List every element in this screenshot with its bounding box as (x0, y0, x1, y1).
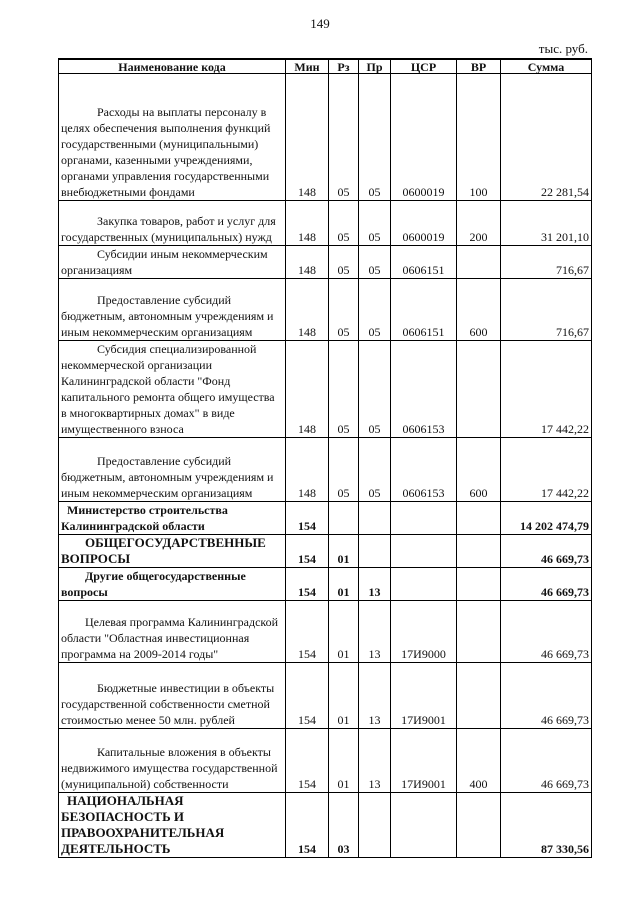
row-pr: 13 (359, 568, 391, 601)
row-rz: 03 (329, 793, 359, 858)
row-name: Закупка товаров, работ и услуг для государственных (муниципальных) нужд (59, 201, 286, 246)
row-name: Бюджетные инвестиции в объекты государственной собственности сметной стоимостью менее 50 млн. рублей (59, 663, 286, 729)
row-min: 154 (286, 663, 329, 729)
table-row (59, 341, 592, 438)
row-min: 154 (286, 601, 329, 663)
row-vr (457, 502, 501, 535)
row-vr: 400 (457, 729, 501, 793)
col-header-pr: Пр (359, 59, 391, 74)
table-row (59, 568, 592, 601)
row-sum: 46 669,73 (501, 601, 592, 663)
table-row (59, 663, 592, 729)
row-vr (457, 663, 501, 729)
row-vr (457, 535, 501, 568)
row-name: Расходы на выплаты персоналу в целях обеспечения выполнения функций государственными (муниципальными) органами, казенными учреждениями, органами управления государственными внебюджетными фондами (59, 74, 286, 201)
row-pr: 13 (359, 663, 391, 729)
row-csr: 17И9001 (391, 663, 457, 729)
col-header-rz: Рз (329, 59, 359, 74)
row-name: Капитальные вложения в объекты недвижимого имущества государственной (муниципальной) собственности (59, 729, 286, 793)
row-csr (391, 568, 457, 601)
row-vr (457, 601, 501, 663)
row-pr: 13 (359, 729, 391, 793)
row-rz: 05 (329, 279, 359, 341)
row-name: Субсидии иным некоммерческим организациям (59, 246, 286, 279)
row-min: 154 (286, 502, 329, 535)
row-vr: 100 (457, 74, 501, 201)
row-csr (391, 502, 457, 535)
row-min: 154 (286, 568, 329, 601)
row-name: Министерство строительства Калининградской области (59, 502, 286, 535)
row-csr (391, 793, 457, 858)
row-csr: 0606153 (391, 341, 457, 438)
row-vr: 600 (457, 279, 501, 341)
row-name: Субсидия специализированной некоммерческой организации Калининградской области "Фонд капитального ремонта общего имущества в многоквартирных домах" в виде имущественного взноса (59, 341, 286, 438)
row-min: 154 (286, 729, 329, 793)
row-sum: 22 281,54 (501, 74, 592, 201)
table-row (59, 246, 592, 279)
row-name: ОБЩЕГОСУДАРСТВЕННЫЕ ВОПРОСЫ (59, 535, 286, 568)
row-rz: 01 (329, 601, 359, 663)
col-header-vr: ВР (457, 59, 501, 74)
row-sum: 14 202 474,79 (501, 502, 592, 535)
row-min: 154 (286, 535, 329, 568)
col-header-min: Мин (286, 59, 329, 74)
row-name: Предоставление субсидий бюджетным, автономным учреждениям и иным некоммерческим организациям (59, 438, 286, 502)
table-row (59, 74, 592, 201)
row-pr (359, 502, 391, 535)
row-rz: 01 (329, 568, 359, 601)
row-min: 148 (286, 341, 329, 438)
row-csr: 0606153 (391, 438, 457, 502)
row-min: 148 (286, 279, 329, 341)
table-row (59, 201, 592, 246)
table-row (59, 279, 592, 341)
col-header-name: Наименование кода (59, 59, 286, 74)
row-pr: 05 (359, 341, 391, 438)
row-vr (457, 793, 501, 858)
row-csr: 0600019 (391, 74, 457, 201)
table-row (59, 535, 592, 568)
row-rz (329, 502, 359, 535)
row-rz: 01 (329, 729, 359, 793)
row-sum: 716,67 (501, 279, 592, 341)
row-name: Предоставление субсидий бюджетным, автономным учреждениям и иным некоммерческим организациям (59, 279, 286, 341)
row-min: 148 (286, 201, 329, 246)
header-row (59, 59, 592, 74)
row-sum: 17 442,22 (501, 438, 592, 502)
row-name: Другие общегосударственные вопросы (59, 568, 286, 601)
row-sum: 31 201,10 (501, 201, 592, 246)
row-csr: 0606151 (391, 279, 457, 341)
page-number: 149 (310, 16, 330, 31)
row-pr: 05 (359, 279, 391, 341)
col-header-csr: ЦСР (391, 59, 457, 74)
row-name: НАЦИОНАЛЬНАЯ БЕЗОПАСНОСТЬ И ПРАВООХРАНИТЕЛЬНАЯ ДЕЯТЕЛЬНОСТЬ (59, 793, 286, 858)
units-label: тыс. руб. (538, 41, 588, 56)
row-rz: 05 (329, 341, 359, 438)
row-vr (457, 246, 501, 279)
row-sum: 46 669,73 (501, 663, 592, 729)
row-vr: 600 (457, 438, 501, 502)
row-min: 148 (286, 438, 329, 502)
row-csr (391, 535, 457, 568)
row-csr: 17И9001 (391, 729, 457, 793)
row-csr: 17И9000 (391, 601, 457, 663)
row-sum: 46 669,73 (501, 729, 592, 793)
row-sum: 46 669,73 (501, 568, 592, 601)
row-sum: 87 330,56 (501, 793, 592, 858)
table-row (59, 793, 592, 858)
row-csr: 0606151 (391, 246, 457, 279)
col-header-sum: Сумма (501, 59, 592, 74)
table-row (59, 502, 592, 535)
row-sum: 716,67 (501, 246, 592, 279)
row-pr: 05 (359, 74, 391, 201)
table-row (59, 601, 592, 663)
row-min: 154 (286, 793, 329, 858)
row-rz: 01 (329, 535, 359, 568)
row-pr (359, 793, 391, 858)
row-sum: 17 442,22 (501, 341, 592, 438)
table-row (59, 729, 592, 793)
row-pr: 05 (359, 246, 391, 279)
row-rz: 01 (329, 663, 359, 729)
row-pr: 13 (359, 601, 391, 663)
row-rz: 05 (329, 438, 359, 502)
row-rz: 05 (329, 74, 359, 201)
table-row (59, 438, 592, 502)
row-pr (359, 535, 391, 568)
row-vr (457, 341, 501, 438)
row-min: 148 (286, 246, 329, 279)
row-csr: 0600019 (391, 201, 457, 246)
row-rz: 05 (329, 246, 359, 279)
row-name: Целевая программа Калининградской области "Областная инвестиционная программа на 2009-2014 годы" (59, 601, 286, 663)
budget-table (58, 58, 592, 858)
row-min: 148 (286, 74, 329, 201)
row-sum: 46 669,73 (501, 535, 592, 568)
row-rz: 05 (329, 201, 359, 246)
row-vr (457, 568, 501, 601)
row-vr: 200 (457, 201, 501, 246)
row-pr: 05 (359, 438, 391, 502)
row-pr: 05 (359, 201, 391, 246)
